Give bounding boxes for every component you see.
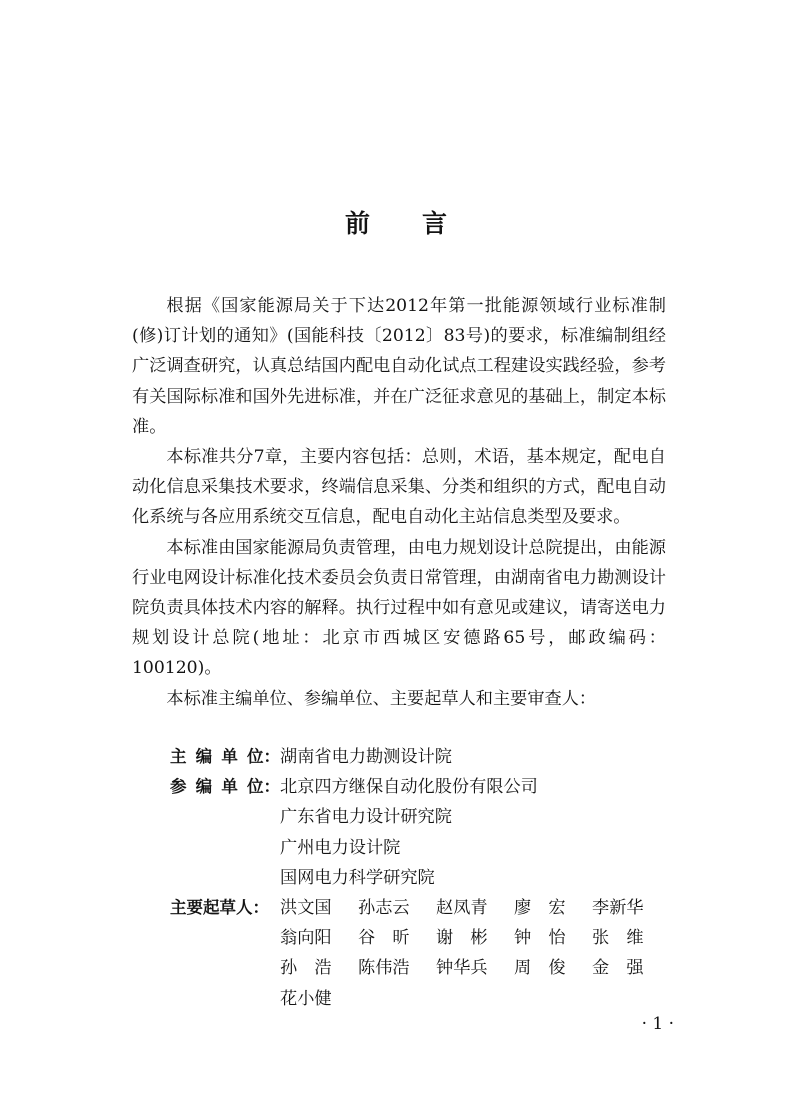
drafter-name: 金 强 <box>592 958 644 979</box>
title-char-1: 前 <box>344 209 370 238</box>
title-char-2: 言 <box>422 209 448 238</box>
participating-units-row <box>170 772 670 893</box>
participating-unit: 广东省电力设计研究院 <box>280 807 452 828</box>
drafter-name: 孙志云 <box>358 898 410 919</box>
drafter-name: 孙 浩 <box>280 958 332 979</box>
drafter-name: 钟 怡 <box>514 928 566 949</box>
participating-unit: 北京四方继保自动化股份有限公司 <box>280 777 538 798</box>
paragraph-basis: 根据《国家能源局关于下达2012年第一批能源领域行业标准制(修)订计划的通知》(国能科技〔2012〕83号)的要求，标准编制组经广泛调查研究，认真总结国内配电自动化试点工程建设实践经验，参考有关国际标准和国外先进标准，并在广泛征求意见的基础上，制定本标准。 <box>132 296 666 437</box>
participating-units-label: 参 编 单 位： <box>170 777 280 797</box>
drafter-name: 李新华 <box>592 898 644 919</box>
drafter-name: 花小健 <box>280 988 332 1009</box>
paragraph-contents: 本标准共分7章，主要内容包括：总则，术语，基本规定，配电自动化信息采集技术要求，终端信息采集、分类和组织的方式，配电自动化系统与各应用系统交互信息，配电自动化主站信息类型及要求。 <box>132 447 666 528</box>
drafter-name: 赵凤青 <box>436 898 488 919</box>
drafter-name: 钟华兵 <box>436 958 488 979</box>
drafters-label: 主要起草人： <box>170 898 269 918</box>
drafters-names <box>280 893 670 1014</box>
drafter-name: 张 维 <box>592 928 644 949</box>
page-title <box>0 204 792 240</box>
drafters-row <box>170 893 670 1014</box>
drafter-name: 洪文国 <box>280 898 332 919</box>
chief-unit-row <box>170 742 670 772</box>
drafter-name: 谷 昕 <box>358 928 410 949</box>
drafter-name: 廖 宏 <box>514 898 566 919</box>
participating-units-values <box>280 772 670 893</box>
paragraph-management: 本标准由国家能源局负责管理，由电力规划设计总院提出，由能源行业电网设计标准化技术委员会负责日常管理，由湖南省电力勘测设计院负责具体技术内容的解释。执行过程中如有意见或建议，请寄送电力规划设计总院(地址：北京市西城区安德路65号，邮政编码：100120)。 <box>132 537 666 679</box>
chief-unit-value: 湖南省电力勘测设计院 <box>280 747 452 767</box>
drafter-name: 翁向阳 <box>280 928 332 949</box>
drafter-name: 谢 彬 <box>436 928 488 949</box>
drafter-name: 陈伟浩 <box>358 958 410 979</box>
page-number: · 1 · <box>641 1014 674 1034</box>
drafter-name: 周 俊 <box>514 958 566 979</box>
contributors-list <box>170 742 670 1014</box>
participating-unit: 广州电力设计院 <box>280 837 401 858</box>
paragraph-units-intro: 本标准主编单位、参编单位、主要起草人和主要审查人： <box>166 688 597 709</box>
chief-unit-label: 主 编 单 位： <box>170 747 280 766</box>
preface-body <box>132 291 666 714</box>
participating-unit: 国网电力科学研究院 <box>280 867 435 888</box>
